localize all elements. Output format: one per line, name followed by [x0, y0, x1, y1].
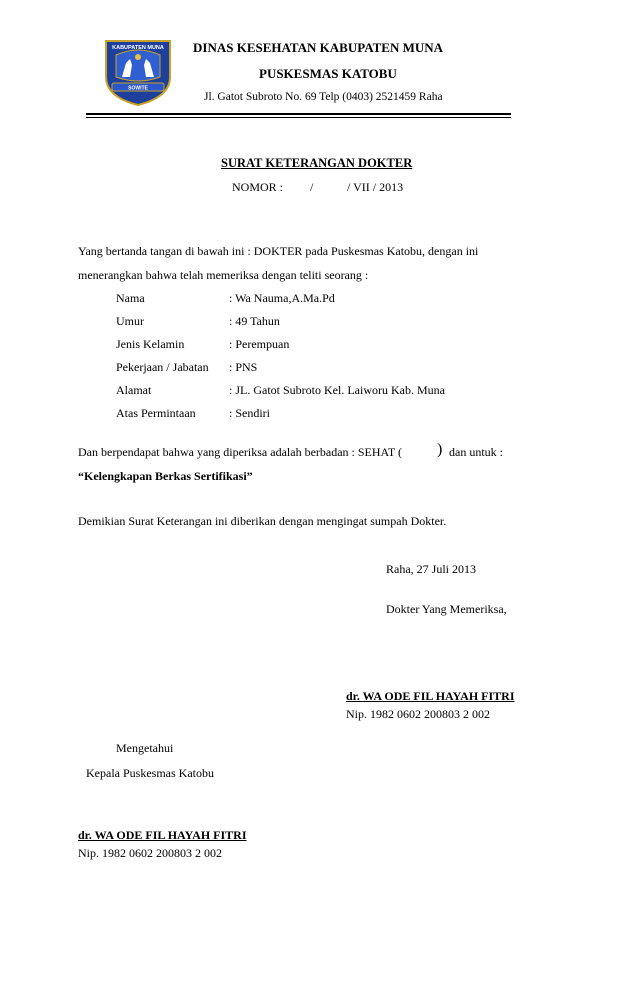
- detail-value: : PNS: [229, 360, 258, 374]
- header-address: Jl. Gatot Subroto No. 69 Telp (0403) 2521459 Raha: [204, 91, 443, 103]
- detail-value: : 49 Tahun: [229, 314, 280, 328]
- detail-label: Atas Permintaan: [116, 406, 196, 420]
- closing-statement: Demikian Surat Keterangan ini diberikan dengan mengingat sumpah Dokter.: [78, 514, 447, 528]
- signature-name: dr. WA ODE FIL HAYAH FITRI: [346, 689, 515, 703]
- header-divider-thick: [86, 113, 511, 115]
- signature-role: Dokter Yang Memeriksa,: [386, 602, 507, 616]
- detail-value: : JL. Gatot Subroto Kel. Laiworu Kab. Muna: [229, 383, 445, 397]
- regency-emblem-logo: [100, 37, 176, 107]
- logo-banner-text: SOWITE: [128, 85, 148, 92]
- detail-value: : Wa Nauma,A.Ma.Pd: [229, 291, 335, 305]
- letter-number-label: NOMOR :: [232, 180, 284, 194]
- emblem-star: [135, 54, 141, 60]
- intro-line-2: menerangkan bahwa telah memeriksa dengan teliti seorang :: [78, 268, 369, 282]
- conclusion-text: Dan berpendapat bahwa yang diperiksa adalah berbadan : SEHAT (: [78, 445, 402, 459]
- acknowledge-label: Mengetahui: [116, 741, 174, 755]
- detail-label: Umur: [116, 314, 144, 328]
- detail-value: : Perempuan: [229, 337, 290, 351]
- acknowledge-nip: Nip. 1982 0602 200803 2 002: [78, 846, 222, 860]
- detail-label: Pekerjaan / Jabatan: [116, 360, 209, 374]
- header-agency: DINAS KESEHATAN KABUPATEN MUNA: [193, 40, 444, 55]
- logo-top-text: KABUPATEN MUNA: [112, 45, 164, 51]
- detail-label: Jenis Kelamin: [116, 337, 185, 351]
- signature-nip: Nip. 1982 0602 200803 2 002: [346, 707, 490, 721]
- header-unit: PUSKESMAS KATOBU: [259, 66, 397, 81]
- header-divider-thin: [86, 117, 511, 118]
- detail-value: : Sendiri: [229, 406, 270, 420]
- acknowledge-role: Kepala Puskesmas Katobu: [86, 766, 214, 780]
- conclusion-paren: ): [437, 441, 443, 458]
- letter-number-rest: / VII / 2013: [347, 180, 404, 194]
- letter-number-sep: /: [310, 180, 314, 194]
- intro-line-1: Yang bertanda tangan di bawah ini : DOKTER pada Puskesmas Katobu, dengan ini: [78, 244, 479, 258]
- detail-label: Alamat: [116, 383, 152, 397]
- purpose-text: “Kelengkapan Berkas Sertifikasi”: [78, 469, 253, 483]
- place-date: Raha, 27 Juli 2013: [386, 562, 476, 576]
- detail-label: Nama: [116, 291, 145, 305]
- acknowledge-name: dr. WA ODE FIL HAYAH FITRI: [78, 828, 247, 842]
- letter-title: SURAT KETERANGAN DOKTER: [221, 156, 413, 170]
- conclusion-tail: dan untuk :: [449, 445, 503, 459]
